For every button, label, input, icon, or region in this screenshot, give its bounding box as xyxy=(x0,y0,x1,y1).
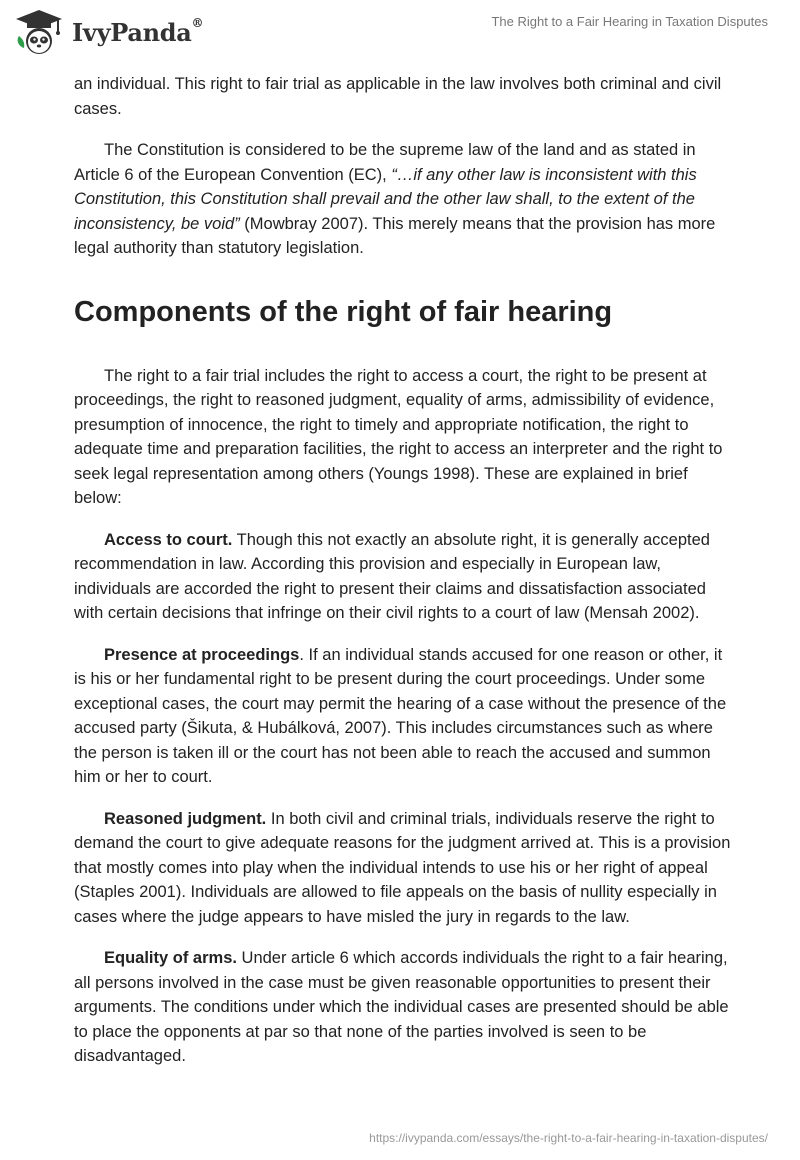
paragraph-components-overview: The right to a fair trial includes the right to access a court, the right to be present at proceedings, the right to reasoned judgment, equality of arms, admissibility of evidence, presumption of innocence, the right to timely and appropriate notification, the right to adequate time and preparation facilities, the right to access an interpreter and the right to seek legal representation among others (Youngs 1998). These are explained in brief below: xyxy=(74,366,723,507)
section-heading: Components of the right of fair hearing xyxy=(74,295,613,328)
page-header xyxy=(0,0,800,64)
paragraph-constitution: The Constitution is considered to be the supreme law of the land and as stated in Article 6 of the European Convention (EC), “…if any other law is inconsistent with this Constitution, this Constitution shall prevail and the other law shall, to the extent of the inconsistency, be void” (Mowbray 2007). This merely means that the provision has more legal authority than statutory legislation. xyxy=(74,141,716,257)
brand-name: IvyPanda® xyxy=(72,15,204,47)
ivypanda-logo[interactable] xyxy=(12,8,203,56)
panda-graduate-icon xyxy=(12,8,66,56)
paragraph-intro-continuation: an individual. This right to fair trial as applicable in the law involves both criminal and civil cases. xyxy=(74,75,722,118)
paragraph-reasoned-judgment: Reasoned judgment. In both civil and criminal trials, individuals reserve the right to demand the court to give adequate reasons for the judgment arrived at. This is a provision that mostly comes into play when the individual intends to use his or her right of appeal (Staples 2001). Individuals are allowed to file appeals on the basis of nullity especially in cases where the judge appears to have misled the jury in regards to the law. xyxy=(74,809,731,926)
constitution-quote: “…if any other law is inconsistent with this Constitution, this Constitution shall prevail and the other law shall, to the extent of the inconsistency, be void” xyxy=(74,165,697,233)
document-title: The Right to a Fair Hearing in Taxation Disputes xyxy=(491,14,768,29)
paragraph-equality-of-arms: Equality of arms. Under article 6 which accords individuals the right to a fair hearing, all persons involved in the case must be given reasonable opportunities to present their arguments. The conditions under which the individual cases are presented should be able to place the opponents at par so that none of the parties involved is seen to be disadvantaged. xyxy=(74,949,729,1065)
paragraph-access-to-court: Access to court. Though this not exactly an absolute right, it is generally accepted recommendation in law. According this provision and especially in European law, individuals are accorded the right to present their claims and dissatisfaction associated with certain decisions that infringe on their civil rights to a court of law (Mensah 2002). xyxy=(74,530,710,622)
paragraph-presence-at-proceedings: Presence at proceedings. If an individual stands accused for one reason or other, it is his or her fundamental right to be present during the court proceedings. Under some exceptional cases, the court may permit the hearing of a case without the presence of the accused party (Šikuta, & Hubálková, 2007). This includes circumstances such as where the person is taken ill or the court has not been able to reach the accused and summon him or her to court. xyxy=(74,645,727,786)
source-url[interactable]: https://ivypanda.com/essays/the-right-to-a-fair-hearing-in-taxation-disputes/ xyxy=(369,1131,768,1145)
article-body xyxy=(74,72,734,1086)
